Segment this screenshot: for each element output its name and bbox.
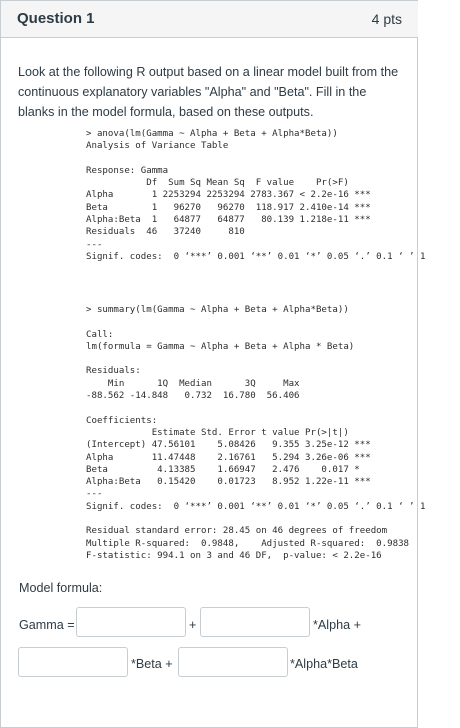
intercept-blank[interactable]: [76, 607, 186, 637]
gamma-equals-label: Gamma =: [19, 618, 75, 632]
alpha-term-label: *Alpha +: [313, 618, 361, 632]
question-header: [1, 0, 418, 38]
beta-term-label: *Beta +: [131, 657, 173, 671]
interaction-coefficient-blank[interactable]: [178, 647, 288, 677]
model-formula-label: Model formula:: [19, 581, 103, 595]
question-points: 4 pts: [371, 11, 402, 27]
summary-output: > summary(lm(Gamma ~ Alpha + Beta + Alpha*Beta)) Call: lm(formula = Gamma ~ Alpha + Beta + Alpha * Beta) Residuals: Min 1Q Median 3Q Max -88.562 -14.848 0.732 16.780 56.406 Coefficients: Estimate Std. Error t value Pr(>|t|) (Intercept) 47.56101 5.08426 9.355 3.25e-12 *** Alpha 11.47448 2.16761 5.294 3.26e-06 *** Beta 4.13385 1.66947 2.476 0.017 * Alpha:Beta 0.15420 0.01723 8.952 1.22e-11 *** --- Signif. codes: 0 ‘***’ 0.001 ‘**’ 0.01 ‘*’ 0.05 ‘.’ 0.1 ‘ ’ 1 Residual standard error: 28.45 on 46 degrees of freedom Multiple R-squared: 0.9848, Adjusted R-squared: 0.9838 F-statistic: 994.1 on 3 and 46 DF, p-value: < 2.2e-16: [86, 305, 426, 561]
question-prompt: Look at the following R output based on a linear model built from the continuous explanatory variables "Alpha" and "Beta". Fill in the blanks in the model formula, based on these outputs.: [18, 65, 399, 119]
beta-coefficient-blank[interactable]: [18, 647, 128, 677]
alpha-coefficient-blank[interactable]: [200, 607, 310, 637]
anova-output: > anova(lm(Gamma ~ Alpha + Beta + Alpha*Beta)) Analysis of Variance Table Response: Gamma Df Sum Sq Mean Sq F value Pr(>F) Alpha 1 2253294 2253294 2783.367 < 2.2e-16 *** Beta 1 96270 96270 118.917 2.410e-14 *** Alpha:Beta 1 64877 64877 80.139 1.218e-11 *** Residuals 46 37240 810 --- Signif. codes: 0 ‘***’ 0.001 ‘**’ 0.01 ‘*’ 0.05 ‘.’ 0.1 ‘ ’ 1: [86, 129, 426, 262]
interaction-term-label: *Alpha*Beta: [290, 657, 358, 671]
plus-label: +: [189, 618, 197, 632]
question-title: Question 1: [17, 10, 95, 27]
